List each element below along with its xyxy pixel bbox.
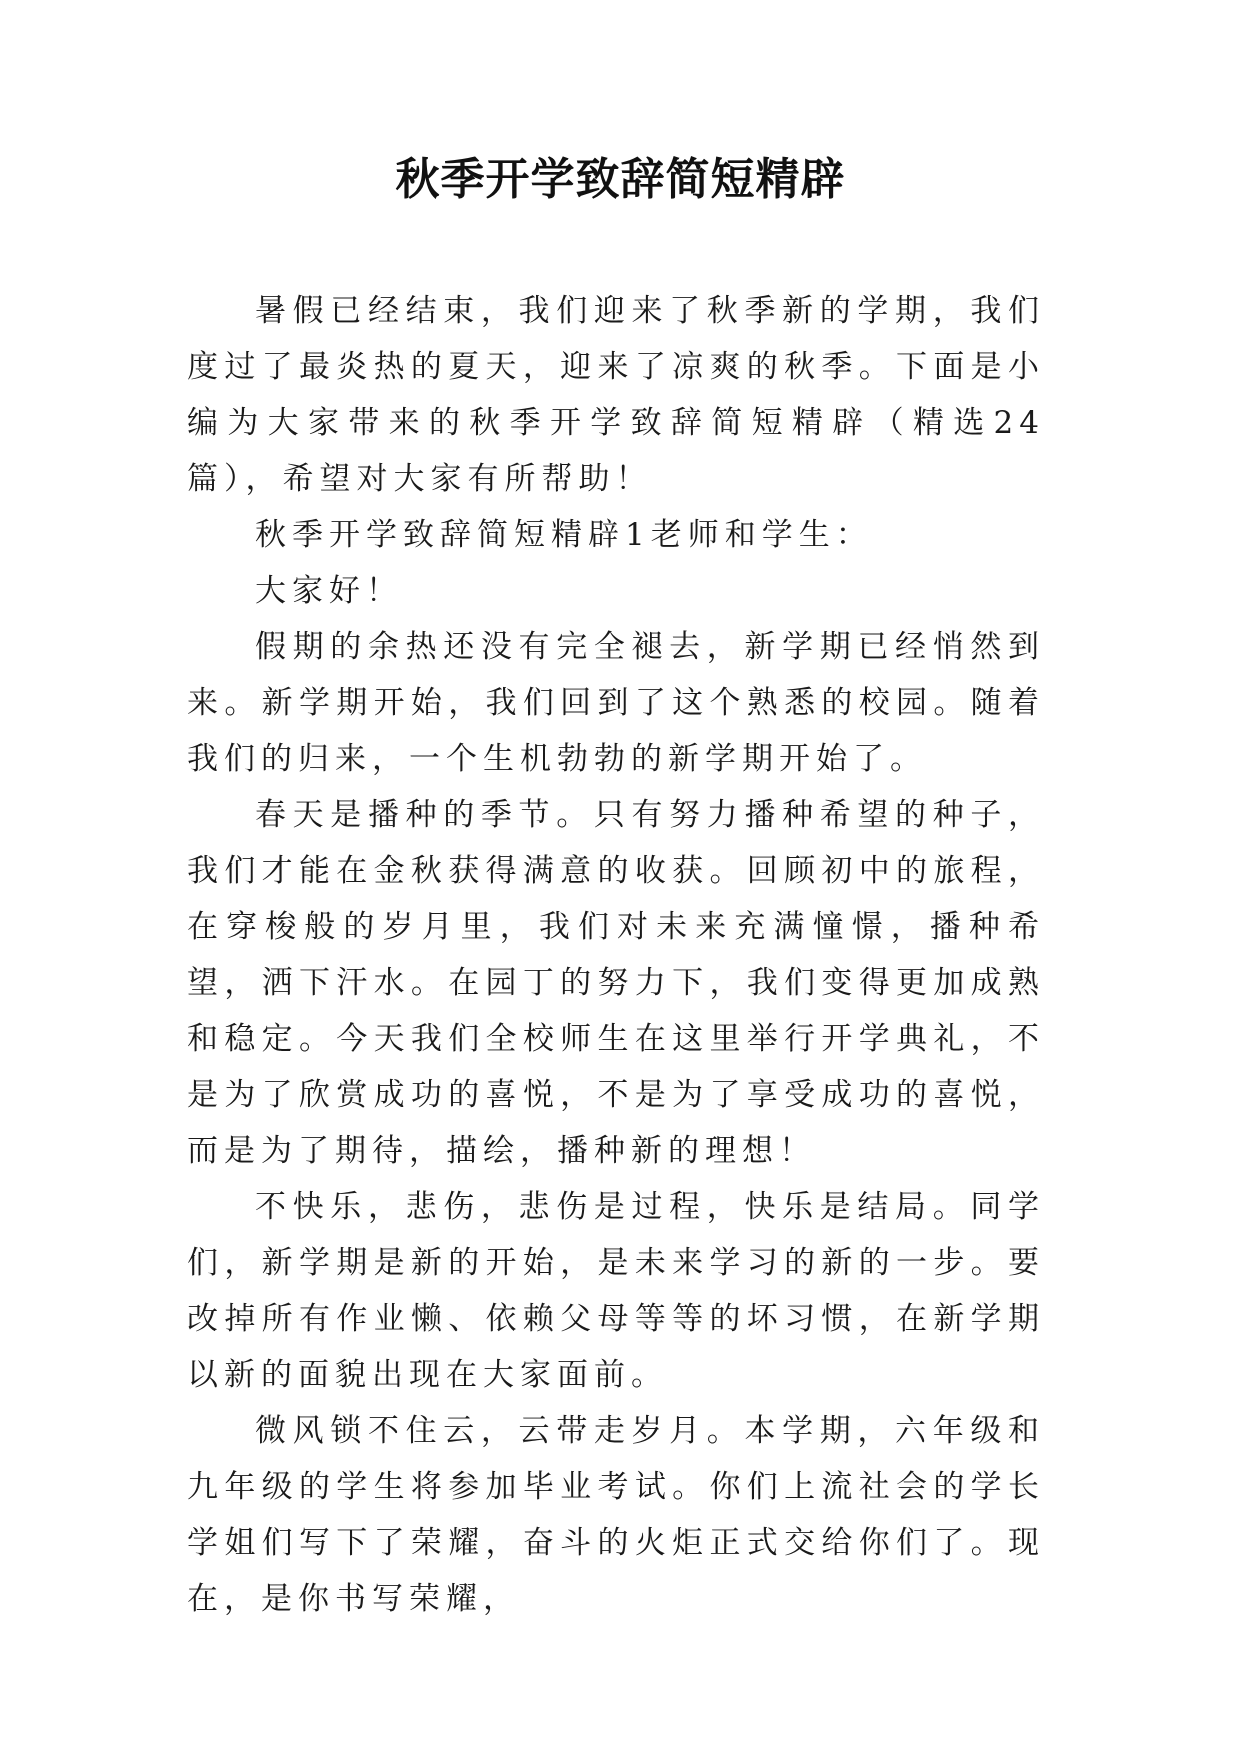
- paragraph-body: 假期的余热还没有完全褪去，新学期已经悄然到来。新学期开始，我们回到了这个熟悉的校园。随着我们的归来，一个生机勃勃的新学期开始了。: [187, 629, 1045, 777]
- paragraph-body: 微风锁不住云，云带走岁月。本学期，六年级和九年级的学生将参加毕业考试。你们上流社会的学长学姐们写下了荣耀，奋斗的火炬正式交给你们了。现在，是你书写荣耀，: [187, 1413, 1045, 1617]
- paragraph-greeting: 大家好！: [255, 573, 403, 609]
- paragraph-intro: 暑假已经结束，我们迎来了秋季新的学期，我们度过了最炎热的夏天，迎来了凉爽的秋季。下面是小编为大家带来的秋季开学致辞简短精辟（精选24篇），希望对大家有所帮助！: [187, 293, 1045, 497]
- paragraph-speech-heading: 秋季开学致辞简短精辟1老师和学生：: [255, 517, 873, 553]
- paragraph-body: 不快乐，悲伤，悲伤是过程，快乐是结局。同学们，新学期是新的开始，是未来学习的新的一步。要改掉所有作业懒、依赖父母等等的坏习惯，在新学期以新的面貌出现在大家面前。: [187, 1189, 1045, 1393]
- document-body: [187, 283, 1045, 1627]
- document-title: 秋季开学致辞简短精辟: [395, 154, 846, 205]
- paragraph-body: 春天是播种的季节。只有努力播种希望的种子，我们才能在金秋获得满意的收获。回顾初中的旅程，在穿梭般的岁月里，我们对未来充满憧憬，播种希望，洒下汗水。在园丁的努力下，我们变得更加成熟和稳定。今天我们全校师生在这里举行开学典礼，不是为了欣赏成功的喜悦，不是为了享受成功的喜悦，而是为了期待，描绘，播种新的理想！: [187, 797, 1045, 1169]
